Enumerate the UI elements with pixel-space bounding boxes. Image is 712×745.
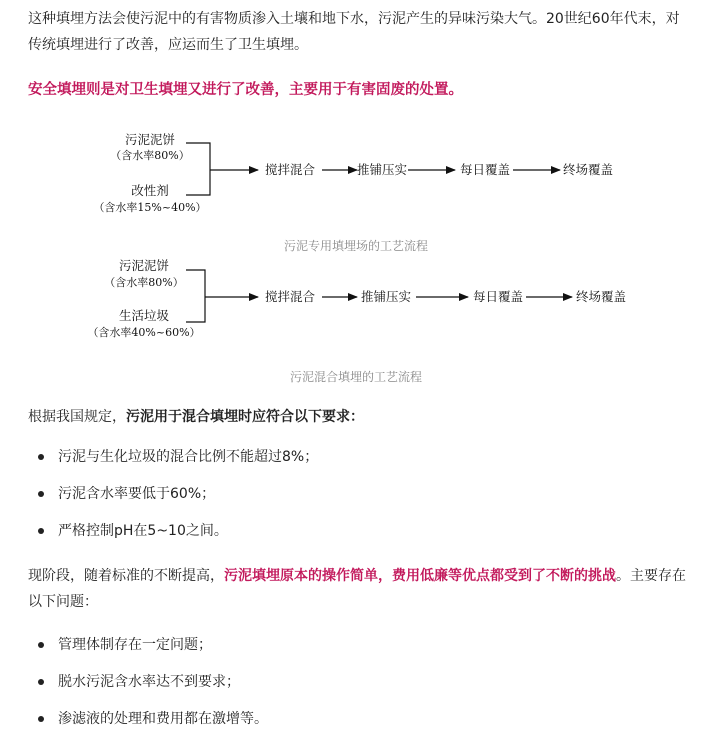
- d1-input1-name: 污泥泥饼: [124, 132, 176, 147]
- bullet-icon: [38, 679, 44, 685]
- d2-input1-name: 污泥泥饼: [118, 258, 170, 273]
- bullet-icon: [38, 716, 44, 722]
- highlight-sentence: 安全填埋则是对卫生填埋又进行了改善，主要用于有害固废的处置。: [28, 82, 463, 98]
- d1-input2-name: 改性剂: [131, 183, 169, 198]
- list-item: [38, 671, 268, 708]
- list-item: [38, 483, 318, 520]
- bullet-icon: [38, 528, 44, 534]
- d1-step-2: 推铺压实: [356, 162, 408, 177]
- current-stage-suffix: 。主要存在以下问题：: [28, 568, 686, 610]
- d1-input1-note: （含水率80%）: [110, 149, 190, 162]
- list-item-text: 脱水污泥含水率达不到要求；: [58, 674, 240, 690]
- list-item: [38, 520, 318, 557]
- d2-step-3: 每日覆盖: [472, 289, 524, 304]
- d2-input2-note: （含水率40%~60%）: [87, 326, 201, 339]
- d2-input1-note: （含水率80%）: [104, 276, 184, 289]
- d1-step-3: 每日覆盖: [459, 162, 511, 177]
- d2-step-4: 终场覆盖: [575, 289, 627, 304]
- current-stage-paragraph: [28, 563, 692, 615]
- d2-step-1: 搅拌混合: [264, 289, 316, 304]
- requirements-list: [38, 446, 318, 557]
- d2-caption: 污泥混合填埋的工艺流程: [289, 370, 423, 384]
- d2-step-2: 推铺压实: [360, 289, 412, 304]
- list-item-text: 污泥含水率要低于60%；: [58, 486, 216, 502]
- list-item-text: 严格控制pH在5~10之间。: [58, 523, 228, 539]
- requirements-intro-bold: 污泥用于混合填埋时应符合以下要求：: [126, 409, 364, 425]
- bullet-icon: [38, 491, 44, 497]
- list-item: [38, 446, 318, 483]
- list-item: [38, 634, 268, 671]
- problems-list: [38, 634, 268, 745]
- list-item-text: 管理体制存在一定问题；: [58, 637, 212, 653]
- diagram-1: [93, 132, 613, 253]
- list-item-text: 渗滤液的处理和费用都在激增等。: [58, 711, 268, 727]
- d1-step-1: 搅拌混合: [264, 162, 316, 177]
- current-stage-pink: 污泥填埋原本的操作简单，费用低廉等优点都受到了不断的挑战: [224, 568, 616, 584]
- d1-caption: 污泥专用填埋场的工艺流程: [283, 239, 429, 253]
- requirements-intro: [28, 406, 364, 428]
- list-item: [38, 708, 268, 745]
- bullet-icon: [38, 642, 44, 648]
- d1-input2-note: （含水率15%~40%）: [93, 201, 207, 214]
- diagram-2: [87, 258, 626, 384]
- bullet-icon: [38, 454, 44, 460]
- d2-bracket: [186, 270, 205, 322]
- intro-paragraph: 这种填埋方法会使污泥中的有害物质渗入土壤和地下水，污泥产生的异味污染大气。20世纪60年代末，对传统填埋进行了改善，应运而生了卫生填埋。: [28, 11, 680, 53]
- list-item-text: 污泥与生化垃圾的混合比例不能超过8%；: [58, 449, 319, 465]
- requirements-intro-prefix: 根据我国规定，: [28, 409, 126, 425]
- d2-input2-name: 生活垃圾: [118, 308, 170, 323]
- current-stage-prefix: 现阶段，随着标准的不断提高，: [28, 568, 224, 584]
- d1-step-4: 终场覆盖: [562, 162, 614, 177]
